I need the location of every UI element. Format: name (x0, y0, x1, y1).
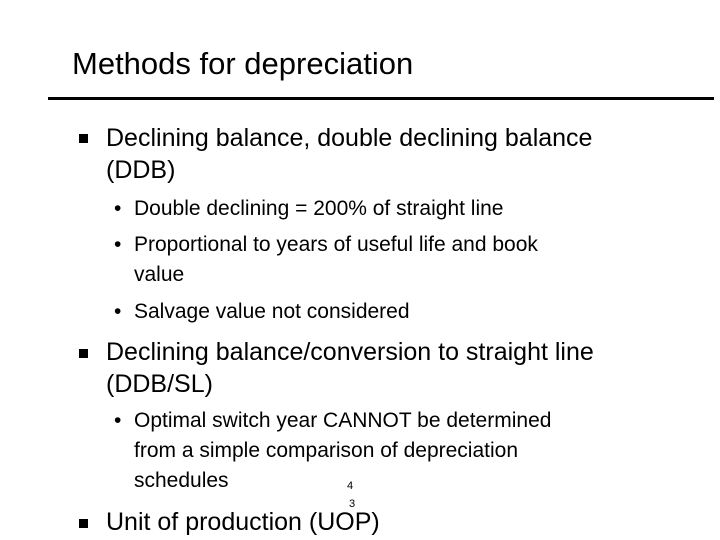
sub-bullet-continuation: value (134, 263, 185, 286)
sub-bullet-dot-icon: • (114, 233, 122, 256)
sub-bullet (114, 231, 538, 259)
sub-bullet-dot-icon: • (114, 409, 122, 432)
sub-bullet (114, 195, 504, 223)
sub-bullet-text: Optimal switch year CANNOT be determined (134, 409, 552, 432)
sub-bullet-dot-icon: • (114, 300, 122, 323)
bullet-2-line-1: Declining balance/conversion to straight line (106, 338, 594, 366)
page-number-digit: 4 (347, 480, 354, 492)
sub-bullet-dot-icon: • (114, 197, 122, 220)
bullet-1-line-2: (DDB) (106, 156, 176, 184)
sub-bullet (114, 298, 410, 326)
bullet-1-line-1: Declining balance, double declining balance (106, 124, 593, 152)
page-number-digit: 3 (349, 498, 356, 510)
title-divider (48, 97, 714, 100)
sub-bullet-text: Salvage value not considered (134, 300, 410, 323)
bullet-square-icon (79, 349, 88, 358)
sub-bullet-text: Double declining = 200% of straight line (134, 197, 504, 220)
bullet-square-icon (79, 134, 88, 143)
sub-bullet (114, 407, 551, 435)
bullet-3-line-1: Unit of production (UOP) (106, 508, 380, 536)
sub-bullet-text: Proportional to years of useful life and book (134, 233, 538, 256)
bullet-2-line-2: (DDB/SL) (106, 370, 213, 398)
bullet-square-icon (79, 519, 88, 528)
sub-bullet-continuation: schedules (134, 469, 229, 492)
slide-title: Methods for depreciation (72, 46, 414, 81)
sub-bullet-continuation: from a simple comparison of depreciation (134, 439, 519, 462)
